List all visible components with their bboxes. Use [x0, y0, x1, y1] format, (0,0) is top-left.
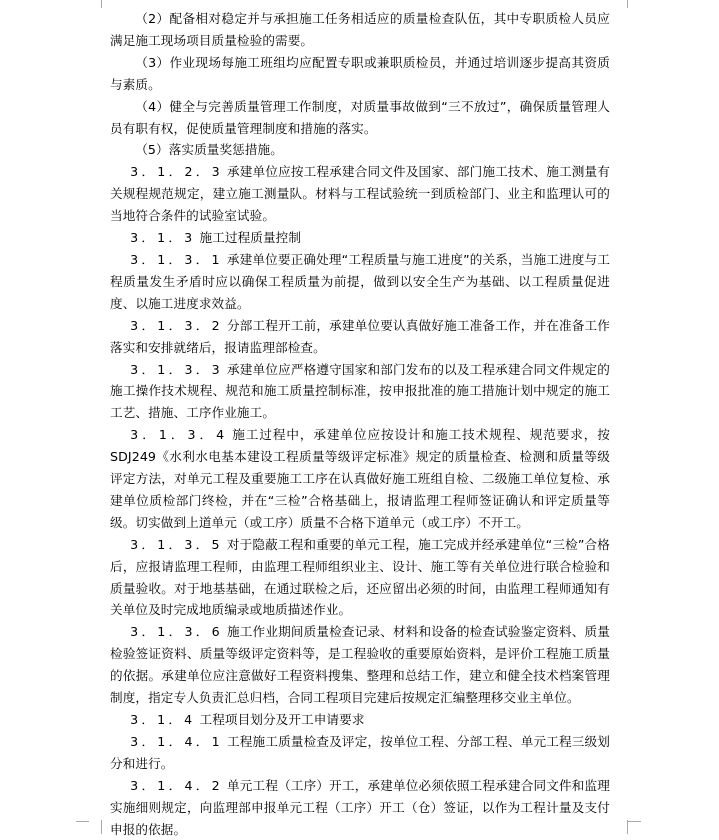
paragraph: （2）配备相对稳定并与承担施工任务相适应的质量检查队伍，其中专职质检人员应满足施工现场项目质量检验的需要。 — [110, 11, 610, 48]
clause-number: 3．1．3．6 — [130, 624, 223, 640]
clause-paragraph: 3．1．3．3 承建单位应严格遵守国家和部门发布的以及工程承建合同文件规定的施工操作技术规程、规范和施工质量控制标准，按申报批准的施工措施计划中规定的施工工艺、措施、工序作业施工。 — [110, 361, 610, 421]
clause-number: 3．1．3．4 — [130, 427, 228, 443]
page-corner-mark — [627, 0, 641, 8]
clause-paragraph: 3．1．3．4 施工过程中，承建单位应按设计和施工技术规程、规范要求，按SDJ249《水利水电基本建设工程质量等级评定标准》规定的质量检查、检测和质量等级评定方法，对单元工程及重要施工工序在认真做好施工班组自检、二级施工单位复检、承建单位质检部门终检，并在“三检”合格基础上，报请监理工程师签证确认和评定质量等级。切实做到上道单元（或工序）质量不合格下道单元（或工序）不开工。 — [110, 427, 610, 530]
clause-paragraph: 3．1．2．3 承建单位应按工程承建合同文件及国家、部门施工技术、施工测量有关规程规范规定，建立施工测量队。材料与工程试验统一到质检部门、业主和监理认可的当地符合条件的试验室试验。 — [110, 164, 610, 224]
clause-paragraph: 3．1．3．2 分部工程开工前，承建单位要认真做好施工准备工作，并在准备工作落实和安排就绪后，报请监理部检查。 — [110, 317, 610, 355]
document-body — [110, 8, 610, 840]
clause-paragraph: 3．1．4．2 单元工程（工序）开工，承建单位必须依照工程承建合同文件和监理实施细则规定，向监理部申报单元工程（工序）开工（仓）签证，以作为工程计量及支付申报的依据。 — [110, 777, 610, 837]
clause-number: 3．1．4．2 — [130, 777, 223, 793]
section-number: 3．1．4 — [130, 712, 196, 727]
section-heading: 3．1．3 施工过程质量控制 — [130, 230, 302, 246]
page-corner-mark — [628, 821, 641, 822]
clause-paragraph: 3．1．3．1 承建单位要正确处理“工程质量与施工进度”的关系，当施工进度与工程质量发生矛盾时应以确保工程质量为前提，做到以安全生产为基础、以工程质量促进度、以施工进度求效益。 — [110, 251, 610, 311]
page-corner-mark — [76, 821, 89, 822]
section-number: 3．1．3 — [130, 230, 196, 246]
section-heading: 3．1．4 工程项目划分及开工申请要求 — [130, 712, 365, 727]
clause-number: 3．1．4．1 — [130, 733, 223, 749]
clause-number: 3．1．3．5 — [130, 536, 223, 552]
paragraph: （4）健全与完善质量管理工作制度，对质量事故做到“三不放过”，确保质量管理人员有职有权，促使质量管理制度和措施的落实。 — [110, 98, 610, 136]
clause-paragraph: 3．1．4．1 工程施工质量检查及评定，按单位工程、分部工程、单元工程三级划分和进行。 — [110, 733, 610, 771]
clause-paragraph: 3．1．3．6 施工作业期间质量检查记录、材料和设备的检查试验鉴定资料、质量检验签证资料、质量等级评定资料等，是工程验收的重要原始资料，是评价工程施工质量的依据。承建单位应注意做好工程资料搜集、整理和总结工作，建立和健全技术档案管理制度，指定专人负责汇总归档，合同工程项目完建后按规定汇编整理移交业主单位。 — [110, 624, 610, 706]
clause-number: 3．1．3．2 — [130, 317, 223, 333]
clause-number: 3．1．3．3 — [130, 361, 223, 377]
paragraph: （3）作业现场每施工班组均应配置专职或兼职质检员，并通过培训逐步提高其资质与素质。 — [110, 54, 610, 92]
page-corner-mark — [88, 0, 102, 8]
clause-number: 3．1．2．3 — [130, 164, 223, 180]
clause-paragraph: 3．1．3．5 对于隐蔽工程和重要的单元工程，施工完成并经承建单位“三检”合格后，应报请监理工程师，由监理工程师组织业主、设计、施工等有关单位进行联合检验和质量验收。对于地基基础，在通过联检之后，还应留出必须的时间，由监理工程师通知有关单位及时完成地质编录或地质描述作业。 — [110, 536, 610, 618]
paragraph: （5）落实质量奖惩措施。 — [135, 142, 283, 158]
clause-number: 3．1．3．1 — [130, 251, 223, 267]
